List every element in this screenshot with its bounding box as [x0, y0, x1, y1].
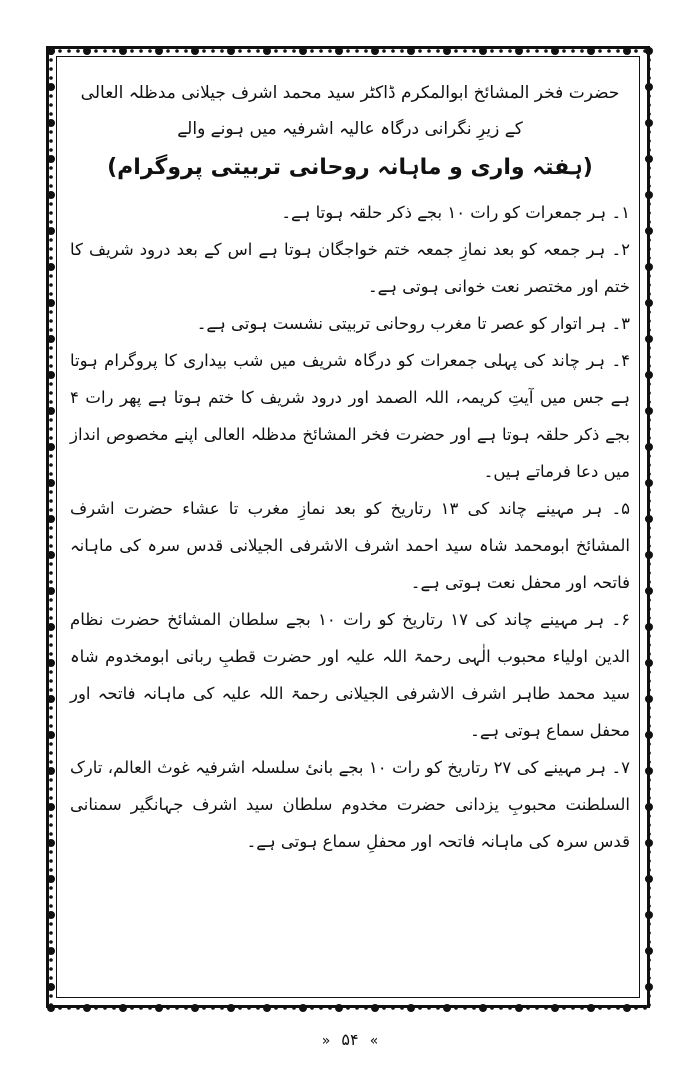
- program-item-6: ۶۔ ہر مہینے چاند کی ۱۷ رتاریخ کو رات ۱۰ بجے سلطان المشائخ حضرت نظام الدین اولیاء محبوب الٰہی رحمۃ اللہ علیہ اور حضرت قطبِ ربانی ابومخدوم شاہ سید محمد طاہر اشرف الاشرفی الجیلانی رحمۃ اللہ علیہ کی ماہانہ فاتحہ اور محفل سماع ہوتی ہے۔: [70, 610, 630, 740]
- page-number-footer: [0, 1030, 700, 1049]
- ornament-left-icon: «: [321, 1033, 331, 1049]
- page-content: [70, 78, 630, 860]
- header-line-1: حضرت فخر المشائخ ابوالمکرم ڈاکٹر سید محمد اشرف جیلانی مدظلہ العالی: [80, 83, 620, 103]
- page-number: ۵۴: [341, 1030, 359, 1049]
- header-title: (ہفتہ واری و ماہانہ روحانی تربیتی پروگرام): [107, 155, 593, 180]
- ornament-right-icon: »: [369, 1033, 379, 1049]
- header-line-2: کے زیرِ نگرانی درگاہ عالیہ اشرفیہ میں ہونے والے: [177, 119, 523, 139]
- program-item-3: ۳۔ ہر اتوار کو عصر تا مغرب روحانی تربیتی نشست ہوتی ہے۔: [196, 314, 630, 333]
- program-item-2: ۲۔ ہر جمعہ کو بعد نمازِ جمعہ ختم خواجگان ہوتا ہے اس کے بعد درود شریف کا ختم اور مختصر نعت خوانی ہوتی ہے۔: [70, 240, 630, 296]
- program-item-7: ۷۔ ہر مہینے کی ۲۷ رتاریخ کو رات ۱۰ بجے بانیٔ سلسلہ اشرفیہ غوث العالم، تارک السلطنت محبوبِ یزدانی حضرت مخدوم سلطان سید اشرف جہانگیر سمنانی قدس سرہ کی ماہانہ فاتحہ اور محفلِ سماع ہوتی ہے۔: [70, 758, 630, 851]
- program-item-5: ۵۔ ہر مہینے چاند کی ۱۳ رتاریخ کو بعد نمازِ مغرب تا عشاء حضرت اشرف المشائخ ابومحمد شاہ سید احمد اشرف الاشرفی الجیلانی قدس سرہ کی ماہانہ فاتحہ اور محفل نعت ہوتی ہے۔: [70, 499, 630, 592]
- program-item-4: ۴۔ ہر چاند کی پہلی جمعرات کو درگاہ شریف میں شب بیداری کا پروگرام ہوتا ہے جس میں آیتِ کریمہ، اللہ الصمد اور درود شریف کا ختم ہوتا ہے پھر رات ۴ بجے ذکر حلقہ ہوتا ہے اور حضرت فخر المشائخ مدظلہ العالی اپنے مخصوص انداز میں دعا فرماتے ہیں۔: [70, 351, 630, 481]
- program-item-1: ۱۔ ہر جمعرات کو رات ۱۰ بجے ذکر حلقہ ہوتا ہے۔: [281, 203, 630, 222]
